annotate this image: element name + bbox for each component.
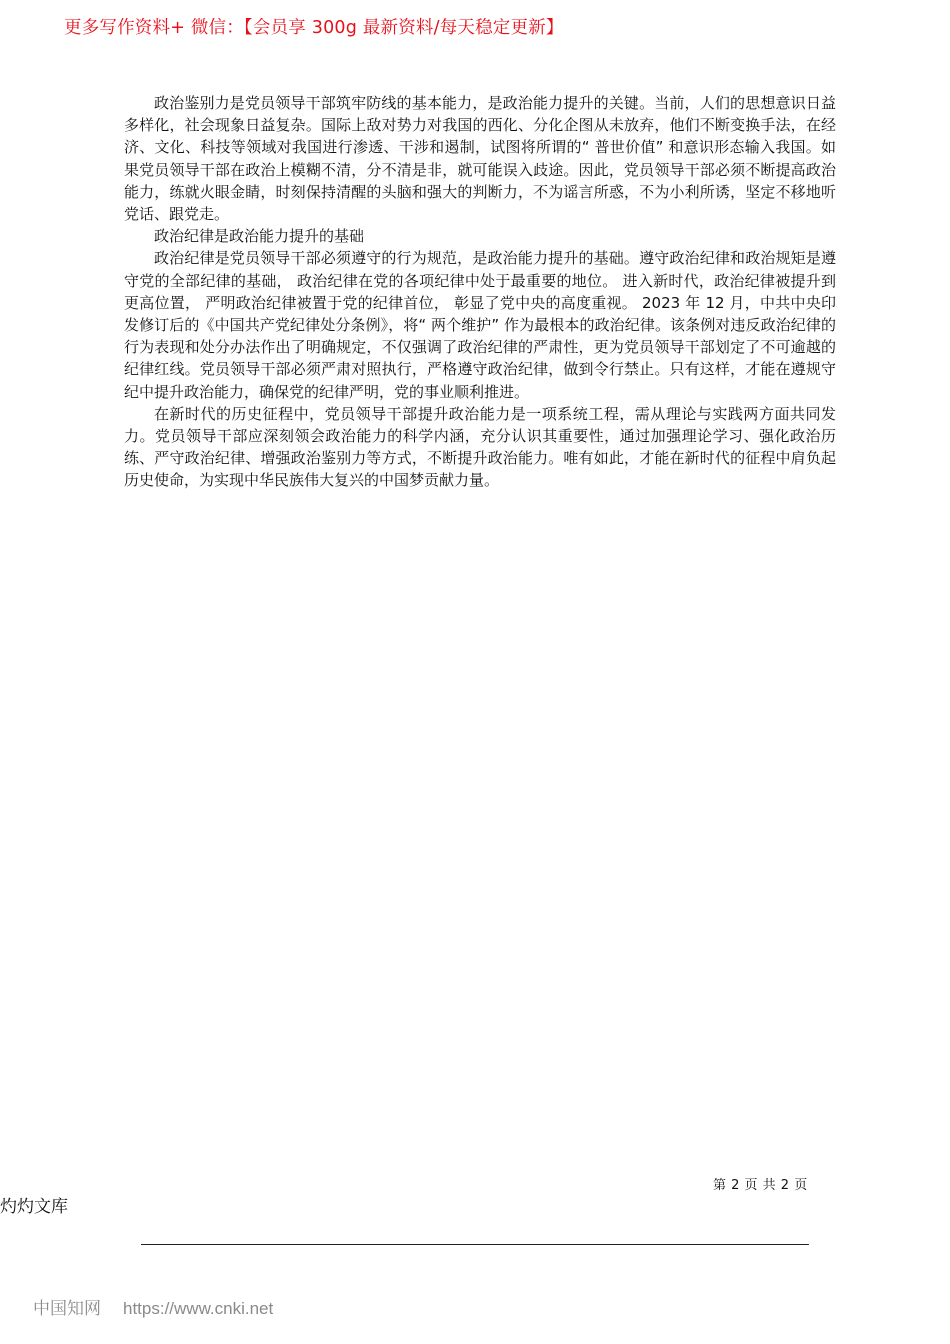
paragraph-political-discipline: 政治纪律是党员领导干部必须遵守的行为规范，是政治能力提升的基础。遵守政治纪律和政治规矩是遵守党的全部纪律的基础， 政治纪律在党的各项纪律中处于最重要的地位。 进入新时代，政治纪律被提升到更高位置， 严明政治纪律被置于党的纪律首位， 彰显了党中央的高度重视。 2023 年 12 月，中共中央印发修订后的《中国共产党纪律处分条例》，将“ 两个维护” 作为最根本的政治纪律。该条例对违反政治纪律的行为表现和处分办法作出了明确规定，不仅强调了政治纪律的严肃性，更为党员领导干部划定了不可逾越的纪律红线。党员领导干部必须严肃对照执行，严格遵守政治纪律，做到令行禁止。只有这样，才能在遵规守纪中提升政治能力，确保党的纪律严明，党的事业顺利推进。 — [124, 249, 836, 401]
watermark — [33, 1294, 273, 1319]
source-label: 灼灼文库 — [0, 1197, 68, 1217]
watermark-url: https://www.cnki.net — [123, 1299, 274, 1318]
section-heading-political-discipline: 政治纪律是政治能力提升的基础 — [154, 227, 365, 246]
document-body — [124, 92, 836, 492]
paragraph-conclusion: 在新时代的历史征程中，党员领导干部提升政治能力是一项系统工程，需从理论与实践两方面共同发力。党员领导干部应深刻领会政治能力的科学内涵，充分认识其重要性，通过加强理论学习、强化政治历练、严守政治纪律、增强政治鉴别力等方式，不断提升政治能力。唯有如此，才能在新时代的征程中肩负起历史使命，为实现中华民族伟大复兴的中国梦贡献力量。 — [124, 404, 836, 490]
watermark-name: 中国知网 — [33, 1299, 101, 1319]
page-number: 第 2 页 共 2 页 — [713, 1178, 808, 1193]
promo-banner: 更多写作资料+ 微信：【会员享 300g 最新资料/每天稳定更新】 — [64, 18, 564, 38]
footer-divider — [141, 1244, 809, 1245]
paragraph-political-discernment: 政治鉴别力是党员领导干部筑牢防线的基本能力，是政治能力提升的关键。当前，人们的思想意识日益多样化，社会现象日益复杂。国际上敌对势力对我国的西化、分化企图从未放弃，他们不断变换手法，在经济、文化、科技等领域对我国进行渗透、干涉和遏制，试图将所谓的“ 普世价值” 和意识形态输入我国。如果党员领导干部在政治上模糊不清，分不清是非，就可能误入歧途。因此，党员领导干部必须不断提高政治能力，练就火眼金睛，时刻保持清醒的头脑和强大的判断力，不为谣言所惑，不为小利所诱，坚定不移地听党话、跟党走。 — [124, 94, 836, 224]
